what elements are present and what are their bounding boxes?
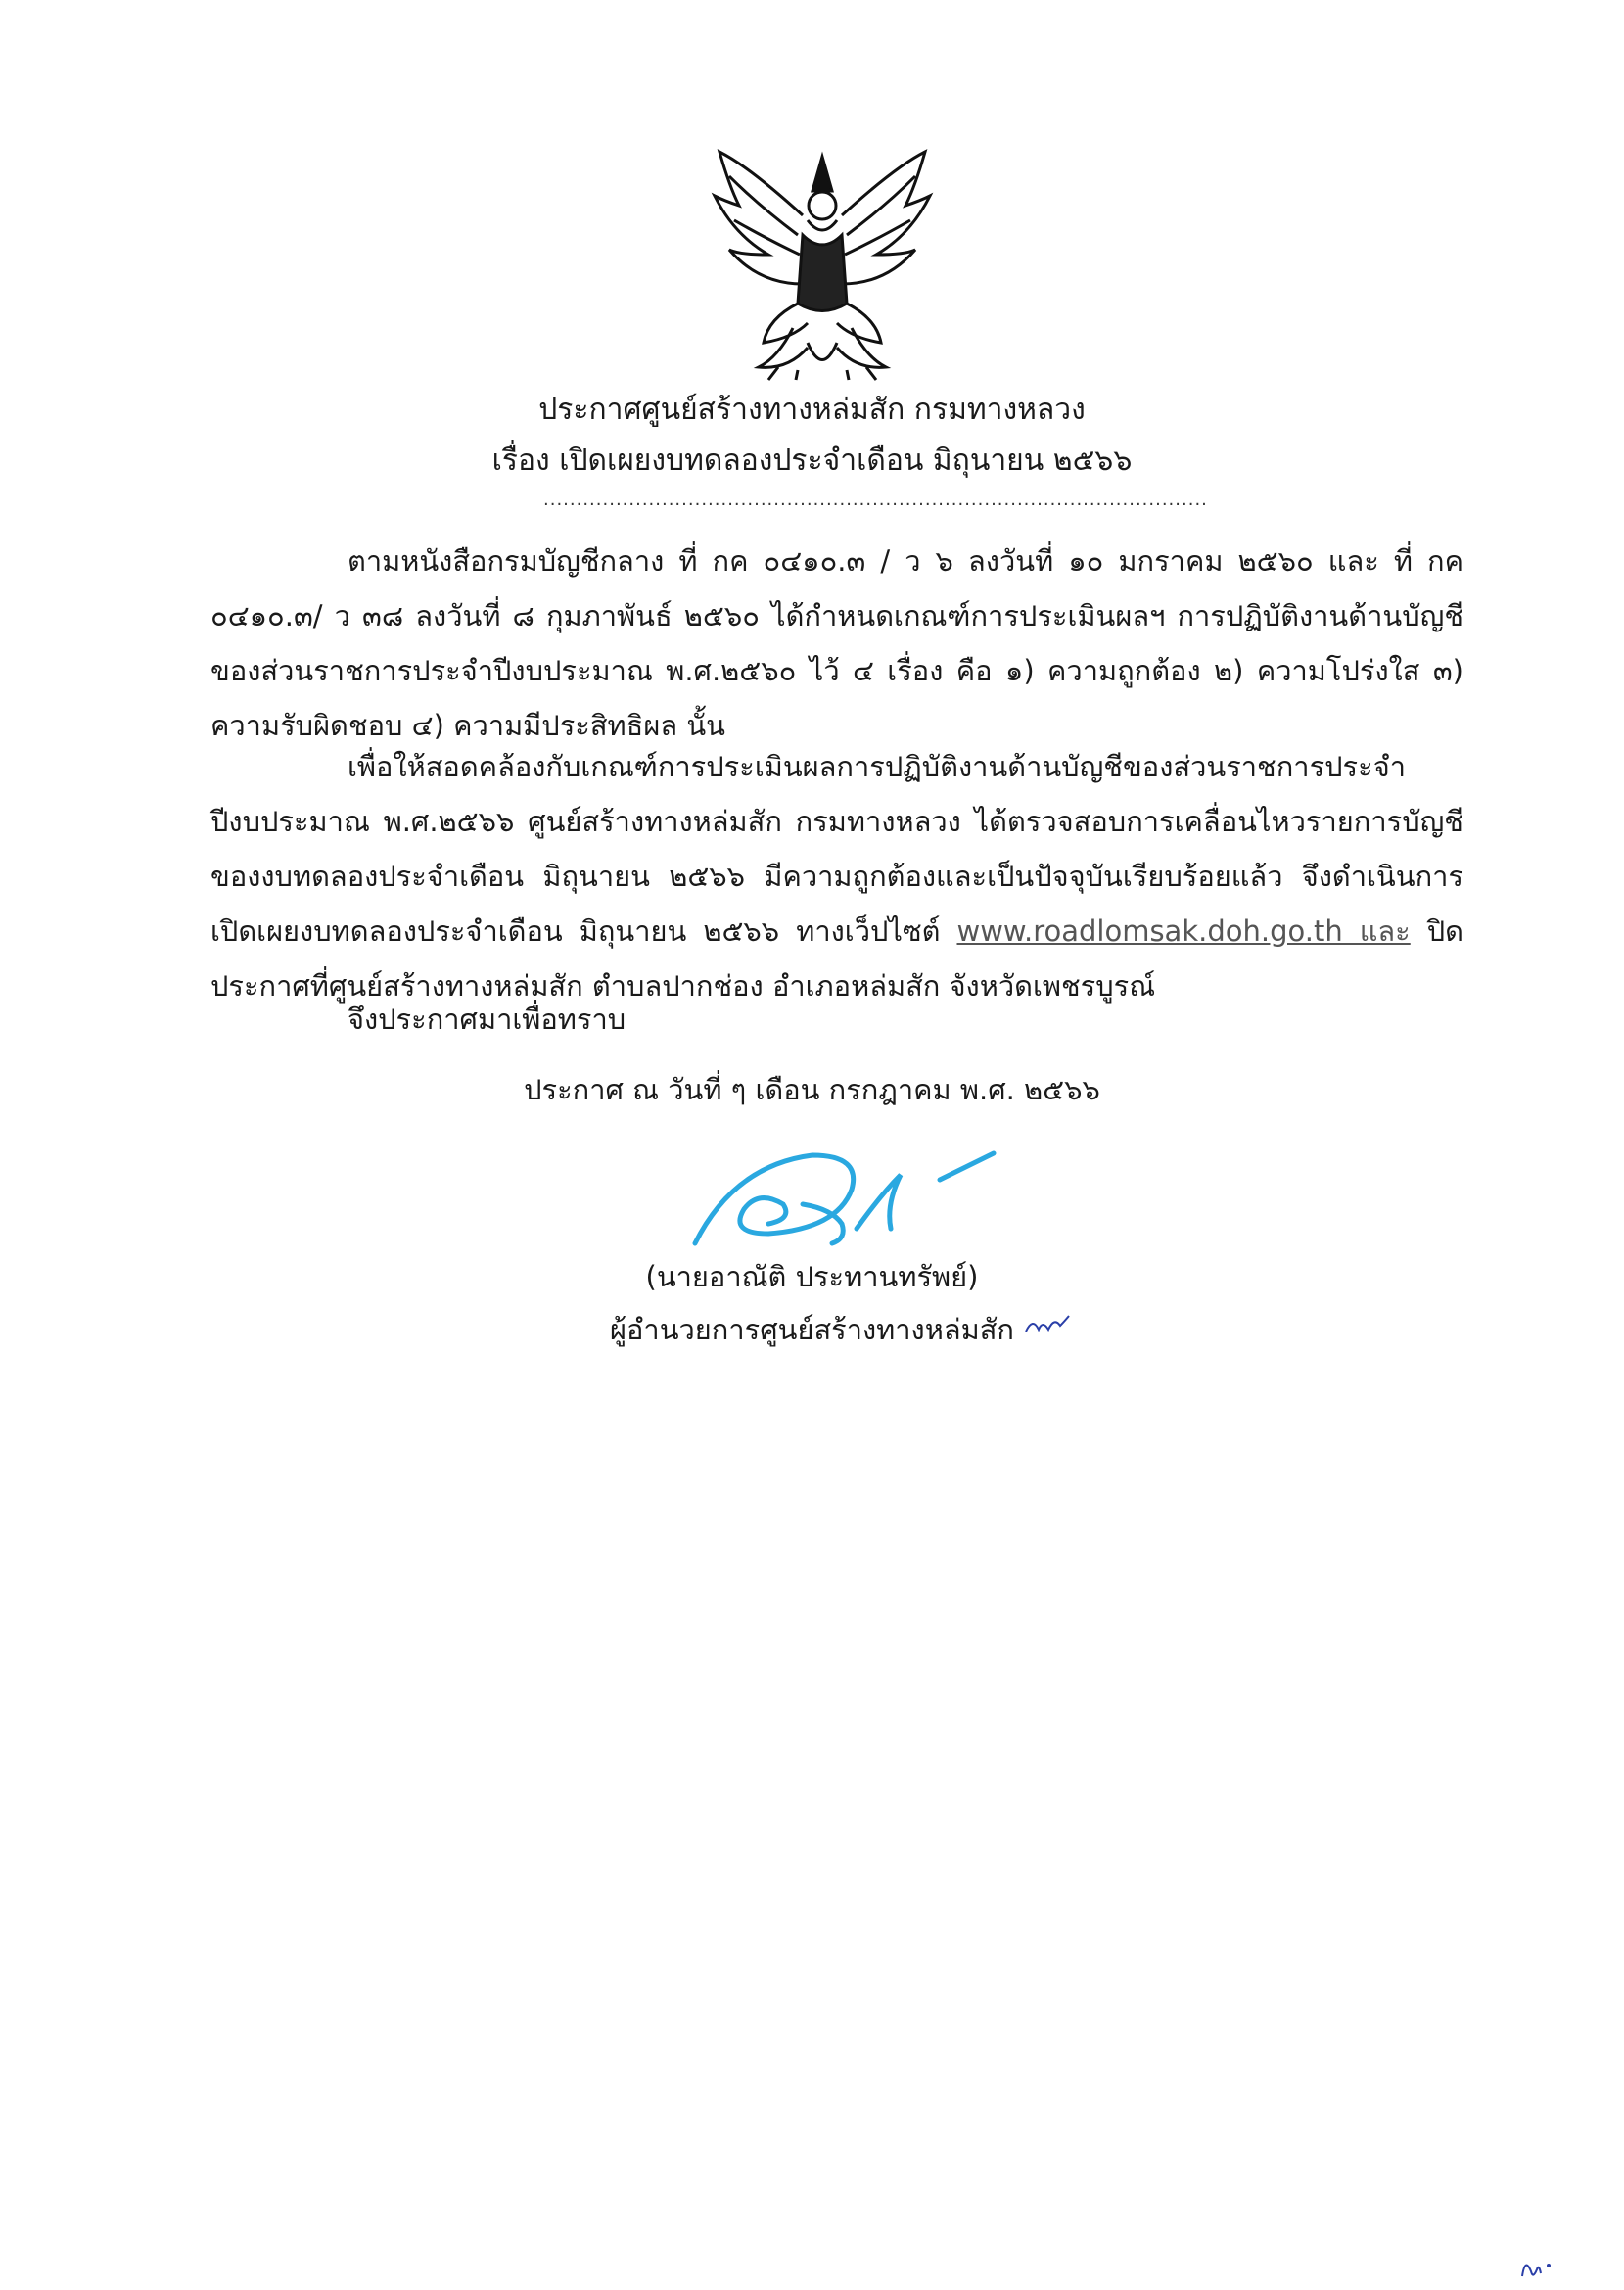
corner-initial-mark <box>1517 2252 1556 2281</box>
initial-mark <box>1023 1302 1072 1341</box>
website-link[interactable]: www.roadlomsak.doh.go.th และ <box>956 914 1411 948</box>
paragraph-disclosure-tail: ปิดประกาศที่ศูนย์สร้างทางหล่มสัก ตำบลปากช่อง อำเภอหล่มสัก จังหวัดเพชรบูรณ์ <box>210 914 1463 1003</box>
signer-position: ผู้อำนวยการศูนย์สร้างทางหล่มสัก <box>610 1313 1014 1346</box>
garuda-emblem-icon <box>710 147 935 382</box>
paragraph-disclosure-text: เพื่อให้สอดคล้องกับเกณฑ์การประเมินผลการปฏิบัติงานด้านบัญชีของส่วนราชการประจำปีงบประมาณ พ.ศ.๒๕๖๖ ศูนย์สร้างทางหล่มสัก กรมทางหลวง ได้ตรวจสอบการเคลื่อนไหวรายการบัญชีของงบทดลองประจำเดือน มิถุนายน ๒๕๖๖ มีความถูกต้องและเป็นปัจจุบันเรียบร้อยแล้ว จึงดำเนินการเปิดเผยงบทดลองประจำเดือน มิถุนายน ๒๕๖๖ ทางเว็ปไซต์ <box>210 750 1463 948</box>
announcement-date: ประกาศ ณ วันที่ ๆ เดือน กรกฎาคม พ.ศ. ๒๕๖๖ <box>524 1073 1100 1106</box>
document-title: ประกาศศูนย์สร้างทางหล่มสัก กรมทางหลวง <box>538 393 1086 427</box>
signer-name: (นายอาณัติ ประทานทรัพย์) <box>645 1260 979 1293</box>
paragraph-reference: ตามหนังสือกรมบัญชีกลาง ที่ กค ๐๔๑๐.๓ / ว ๖ ลงวันที่ ๑๐ มกราคม ๒๕๖๐ และ ที่ กค ๐๔๑๐.๓/ ว ๓๘ ลงวันที่ ๘ กุมภาพันธ์ ๒๕๖๐ ได้กำหนดเกณฑ์การประเมินผลฯ การปฏิบัติงานด้านบัญชีของส่วนราชการประจำปีงบประมาณ พ.ศ.๒๕๖๐ ไว้ ๔ เรื่อง คือ ๑) ความถูกต้อง ๒) ความโปร่งใส ๓) ความรับผิดชอบ ๔) ความมีประสิทธิผล นั้น <box>210 544 1463 742</box>
separator-line: ..................................................................................................... <box>543 490 1208 510</box>
document-subject: เรื่อง เปิดเผยงบทดลองประจำเดือน มิถุนายน ๒๕๖๖ <box>491 444 1133 478</box>
closing-statement: จึงประกาศมาเพื่อทราบ <box>348 1003 626 1036</box>
signature-mark <box>675 1136 1106 1263</box>
paragraph-disclosure <box>210 739 1463 1013</box>
